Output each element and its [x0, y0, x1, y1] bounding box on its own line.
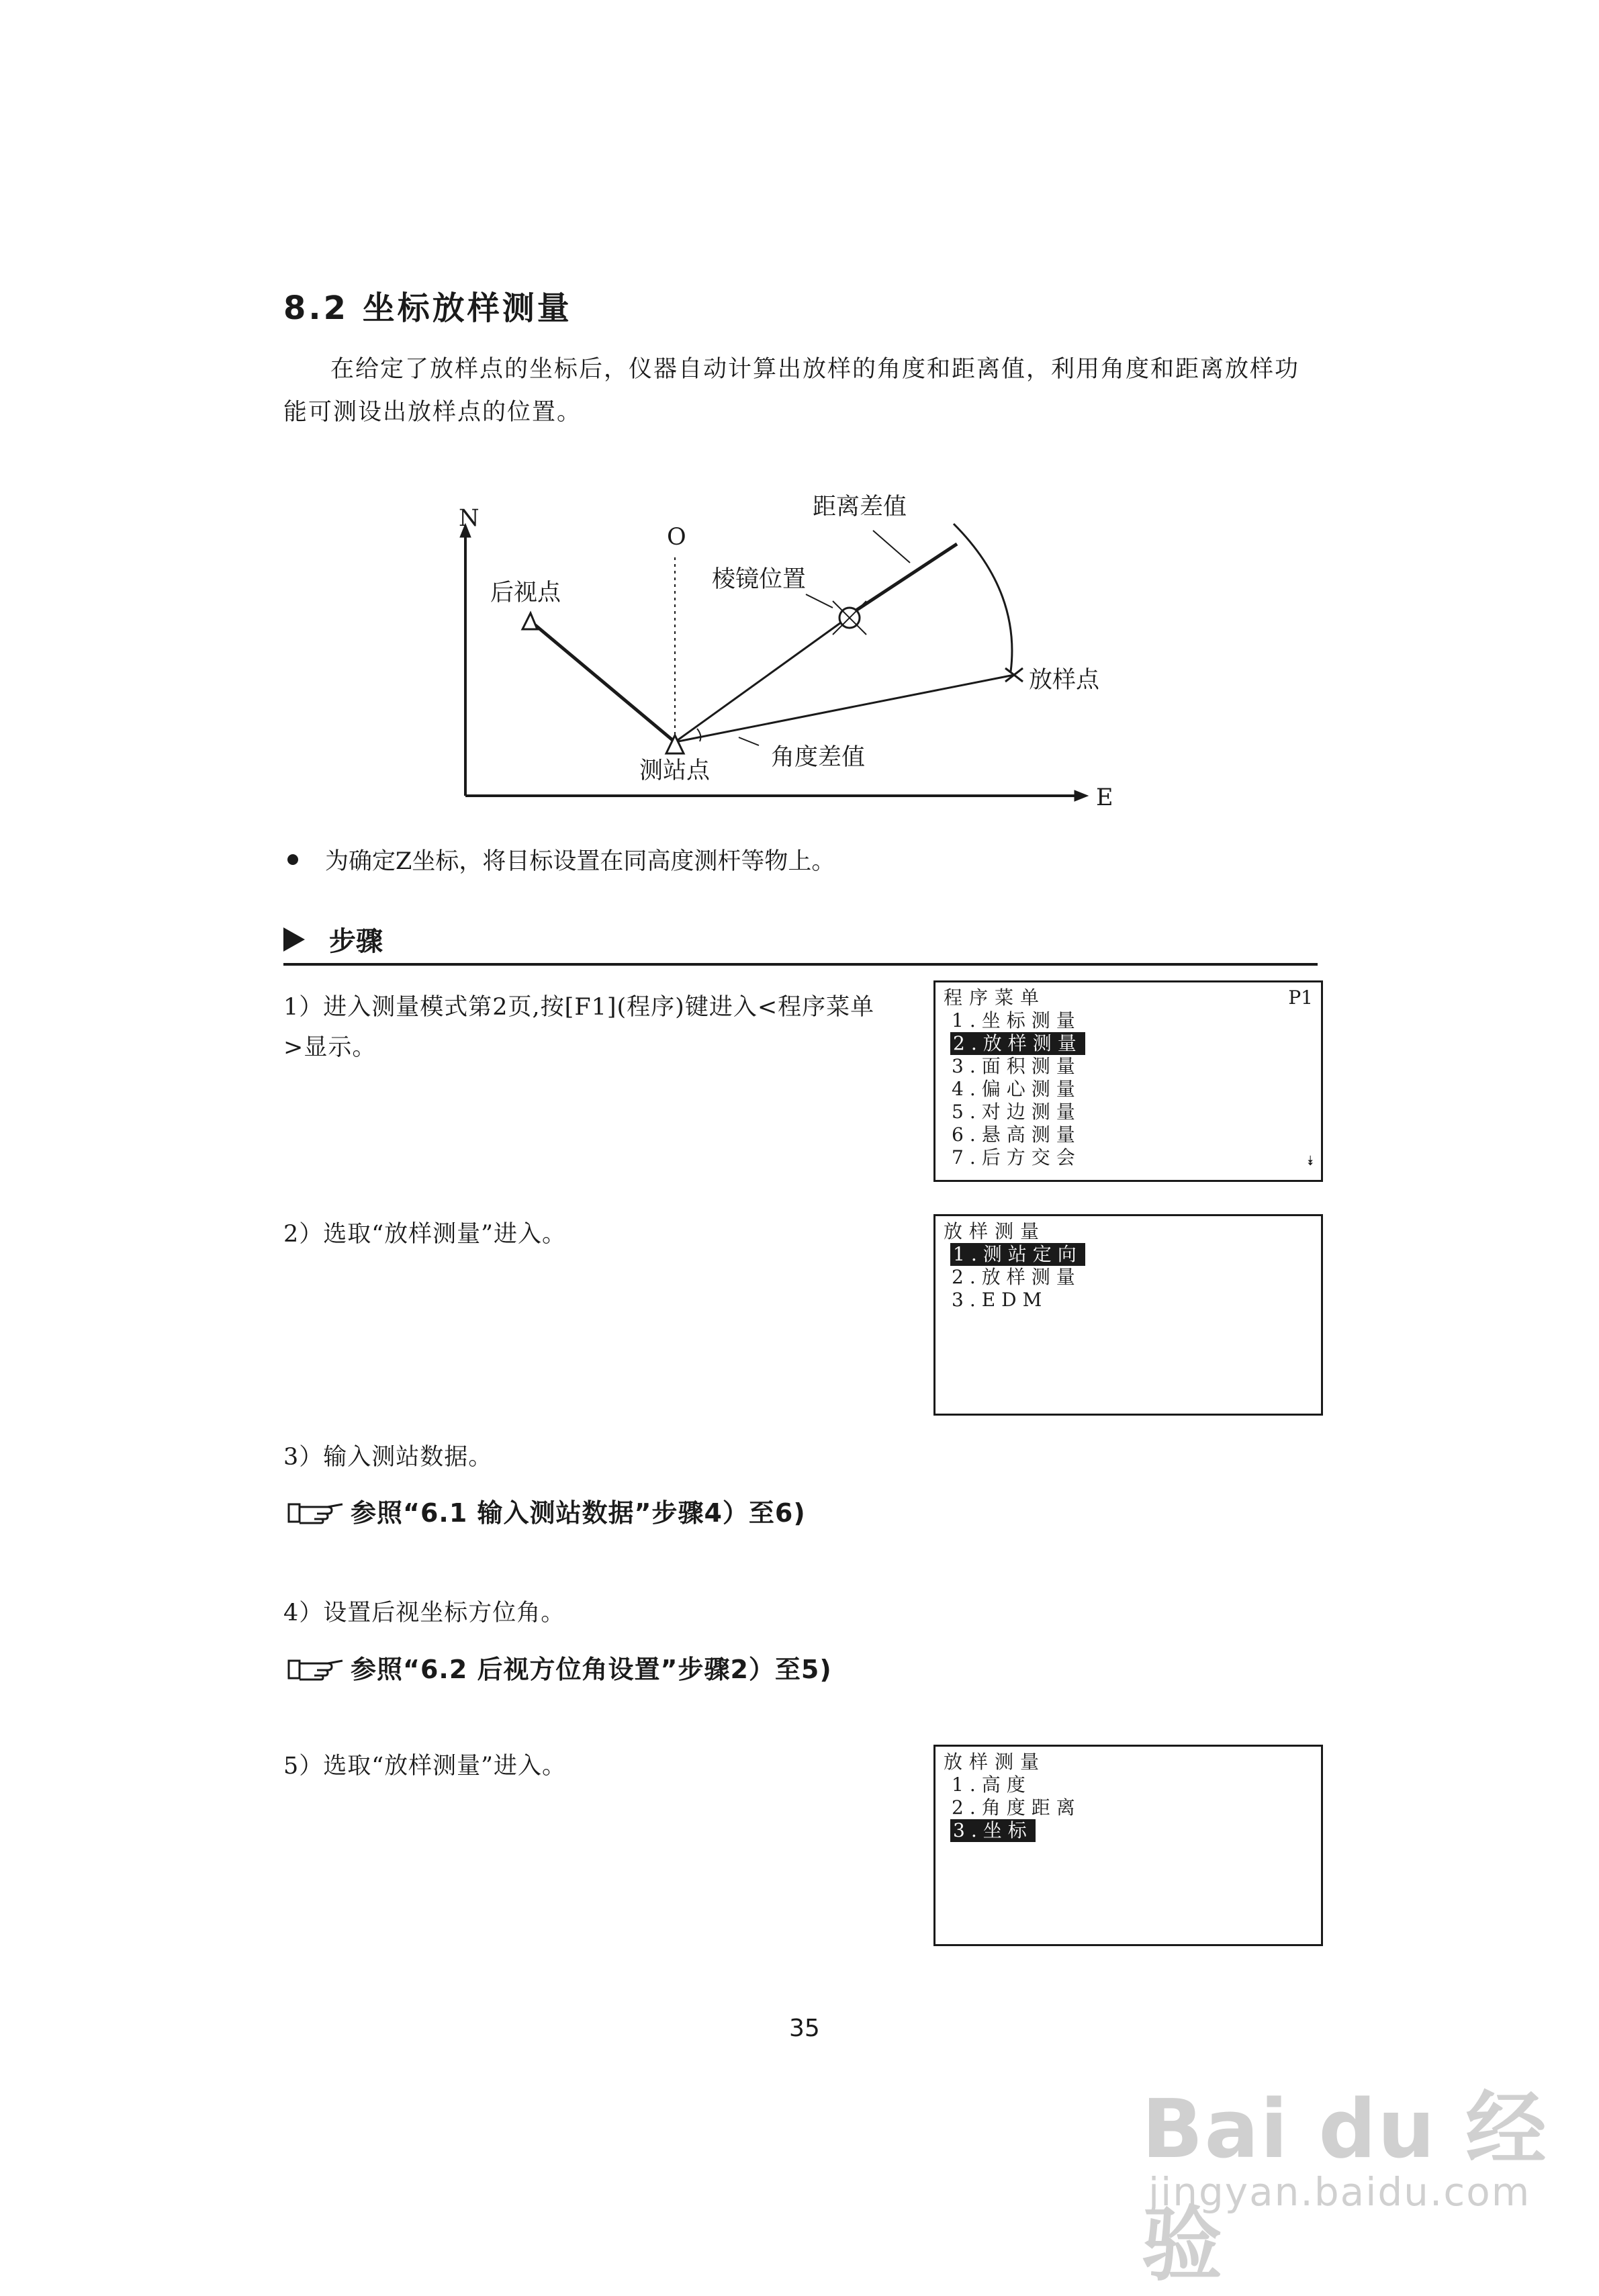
menu-item[interactable]: 1.高度 [952, 1774, 1032, 1796]
menu-item[interactable]: 4.偏心测量 [952, 1078, 1081, 1100]
pointing-hand-icon [287, 1654, 345, 1681]
step-3-reference [287, 1492, 806, 1529]
menu-item-selected[interactable]: 2.放样测量 [944, 1032, 1313, 1055]
scroll-down-icon[interactable]: ⯯ [1306, 1152, 1314, 1168]
menu-item[interactable]: 2.放样测量 [952, 1266, 1081, 1288]
step-3-reference-text: 参照“6.1 输入测站数据”步骤4）至6) [351, 1498, 806, 1528]
screen-title: 放样测量 [944, 1220, 1046, 1242]
menu-item[interactable]: 5.对边测量 [952, 1101, 1081, 1123]
distance-leader [873, 531, 910, 563]
step-1: 1）进入测量模式第2页,按[F1](程序)键进入<程序菜单>显示。 [283, 994, 875, 1061]
intro-paragraph: 在给定了放样点的坐标后，仪器自动计算出放样的角度和距离值，利用角度和距离放样功能可测设出放样点的位置。 [283, 356, 1300, 426]
prism-leader [806, 594, 833, 608]
menu-item-selected[interactable]: 3.坐标 [944, 1819, 1313, 1842]
distance-difference-label: 距离差值 [813, 494, 907, 520]
step-5: 5）选取“放样测量”进入。 [283, 1753, 567, 1780]
angle-arc [697, 729, 700, 741]
menu-item[interactable]: 3.EDM [952, 1289, 1048, 1311]
distance-line [853, 544, 957, 612]
step-4-reference-text: 参照“6.2 后视方位角设置”步骤2）至5) [351, 1655, 832, 1684]
play-arrow-icon [283, 927, 305, 952]
divider [283, 963, 1318, 966]
step-2: 2）选取“放样测量”进入。 [283, 1221, 567, 1248]
bullet-dot-icon [287, 854, 298, 865]
backsight-line [531, 621, 675, 742]
page-indicator: P1 [1288, 986, 1313, 1009]
angle-leader [739, 737, 759, 745]
program-menu-screen [933, 980, 1323, 1182]
menu-item[interactable]: 3.面积测量 [952, 1055, 1081, 1077]
pointing-hand-icon [287, 1498, 345, 1524]
backsight-triangle [522, 613, 537, 629]
step-4: 4）设置后视坐标方位角。 [283, 1600, 565, 1626]
station-point-label: 测站点 [639, 757, 711, 784]
stakeout-menu-screen [933, 1214, 1323, 1416]
axis-e-label: E [1096, 784, 1113, 811]
axis-e-arrow [1075, 790, 1088, 801]
angle-difference-label: 角度差值 [771, 744, 866, 771]
menu-item[interactable]: 2.角度距离 [952, 1796, 1081, 1819]
menu-item[interactable]: 1.坐标测量 [952, 1009, 1081, 1031]
distance-arc [954, 524, 1012, 672]
prism-position-label: 棱镜位置 [712, 566, 807, 593]
watermark-url: jingyan.baidu.com [1148, 2169, 1531, 2215]
page-number: 35 [789, 2015, 820, 2042]
page-title: 8.2 坐标放样测量 [283, 289, 572, 327]
stakeout-line [675, 675, 1014, 742]
screen-title: 放样测量 [944, 1751, 1046, 1773]
steps-heading-text: 步骤 [329, 926, 383, 957]
axis-n-label: N [459, 505, 479, 532]
origin-label: O [667, 524, 686, 551]
stakeout-point-label: 放样点 [1029, 667, 1100, 694]
backsight-point-label: 后视点 [490, 580, 561, 606]
step-3: 3）输入测站数据。 [283, 1444, 493, 1471]
steps-heading [283, 920, 383, 958]
screen-title: 程序菜单 [944, 986, 1046, 1009]
menu-item[interactable]: 6.悬高测量 [952, 1123, 1081, 1146]
step-4-reference [287, 1649, 832, 1686]
bullet-note [287, 843, 835, 876]
menu-item[interactable]: 7.后方交会 ⯯ [944, 1146, 1313, 1169]
bullet-text: 为确定Z坐标，将目标设置在同高度测杆等物上。 [325, 848, 835, 875]
stakeout-type-screen [933, 1745, 1323, 1946]
prism-line [675, 621, 843, 742]
stakeout-diagram [0, 0, 1599, 839]
menu-item-selected[interactable]: 1.测站定向 [944, 1243, 1313, 1266]
watermark-brand: Bai du 经验 [1142, 2083, 1548, 2292]
